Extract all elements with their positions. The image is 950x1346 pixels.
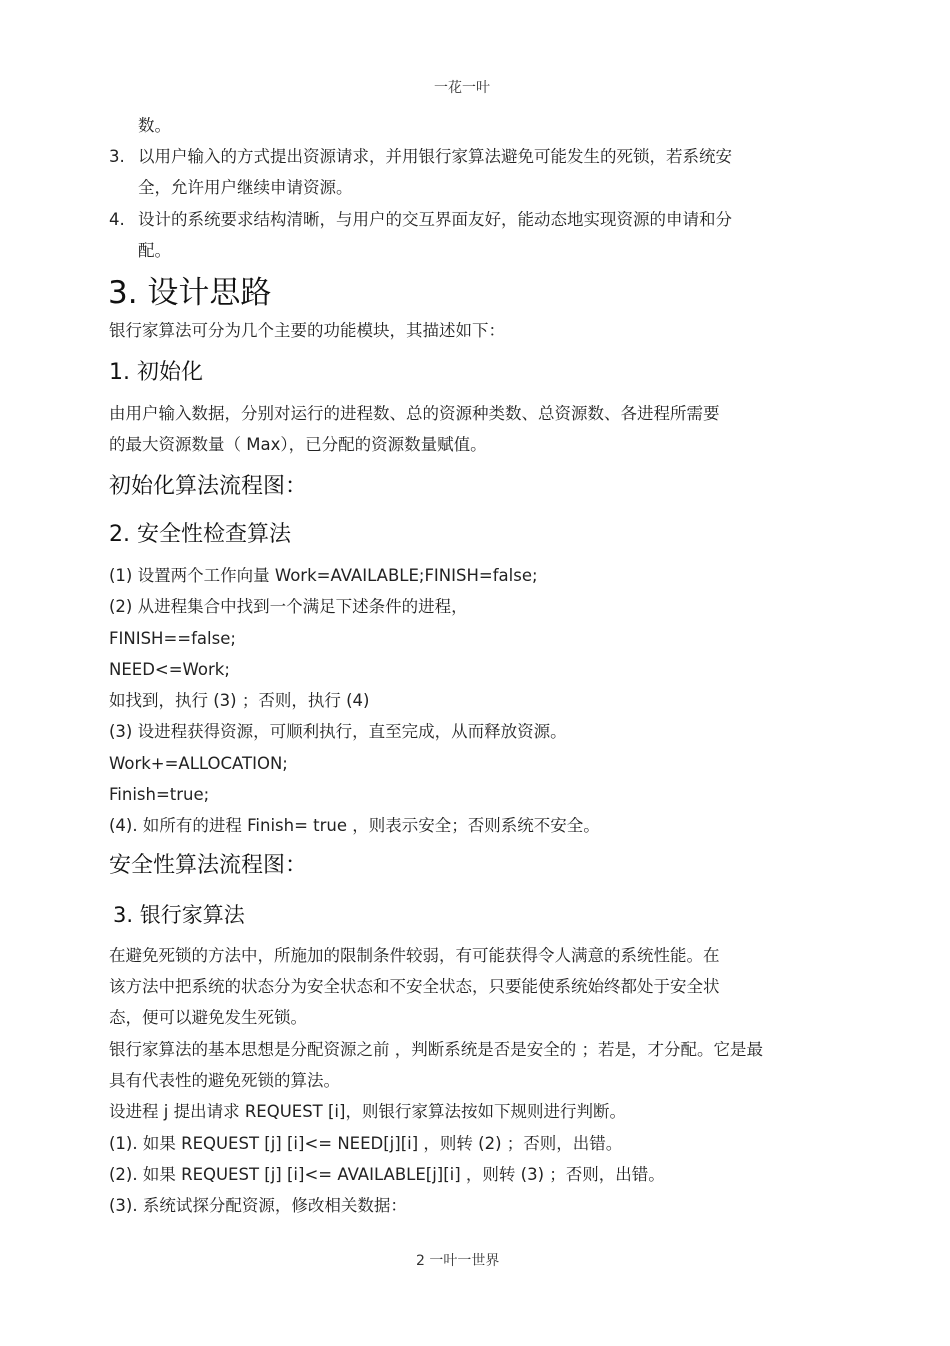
safety-line5: 如找到，执行 (3) ；否则，执行 (4)	[109, 691, 370, 710]
banker-rule3: (3). 系统试探分配资源，修改相关数据：	[109, 1196, 407, 1215]
safety-line3: FINISH==false;	[109, 629, 236, 648]
safety-line9: (4). 如所有的进程 Finish= true ，则表示安全；否则系统不安全。	[109, 816, 600, 835]
init-paragraph-line2: 的最大资源数量（ Max），已分配的资源数量赋值。	[109, 435, 487, 454]
list-item-3-line1: 以用户输入的方式提出资源请求，并用银行家算法避免可能发生的死锁，若系统安	[138, 147, 732, 166]
page-footer: 2 一叶一世界	[416, 1253, 500, 1269]
list-item-4-line1: 设计的系统要求结构清晰，与用户的交互界面友好，能动态地实现资源的申请和分	[138, 210, 732, 229]
banker-paragraph-line6: 设进程 j 提出请求 REQUEST [i]，则银行家算法按如下规则进行判断。	[109, 1102, 626, 1121]
safety-line8: Finish=true;	[109, 785, 210, 804]
init-flowchart-label: 初始化算法流程图：	[109, 474, 308, 499]
subheading-safety: 2. 安全性检查算法	[109, 522, 291, 547]
subheading-init: 1. 初始化	[109, 360, 203, 385]
banker-paragraph-line5: 具有代表性的避免死锁的算法。	[109, 1071, 340, 1090]
safety-line1: (1) 设置两个工作向量 Work=AVAILABLE;FINISH=false;	[109, 566, 538, 585]
init-paragraph-line1: 由用户输入数据，分别对运行的进程数、总的资源种类数、总资源数、各进程所需要	[109, 404, 720, 423]
safety-line2: (2) 从进程集合中找到一个满足下述条件的进程，	[109, 597, 468, 616]
list-number-4: 4.	[109, 210, 125, 229]
banker-paragraph-line3: 态，便可以避免发生死锁。	[109, 1008, 307, 1027]
section-heading-design: 3. 设计思路	[108, 275, 272, 311]
list-item-2-continuation: 数。	[138, 116, 171, 135]
subheading-banker: 3. 银行家算法	[113, 903, 245, 927]
banker-rule2: (2). 如果 REQUEST [j] [i]<= AVAILABLE[j][i] ，则转 (3) ；否则，出错。	[109, 1165, 665, 1184]
safety-line4: NEED<=Work;	[109, 660, 230, 679]
banker-rule1: (1). 如果 REQUEST [j] [i]<= NEED[j][i] ，则转 (2) ；否则，出错。	[109, 1134, 623, 1153]
banker-paragraph-line2: 该方法中把系统的状态分为安全状态和不安全状态，只要能使系统始终都处于安全状	[109, 977, 720, 996]
page-header: 一花一叶	[434, 80, 490, 96]
safety-line7: Work+=ALLOCATION;	[109, 754, 288, 773]
banker-paragraph-line4: 银行家算法的基本思想是分配资源之前 ，判断系统是否是安全的 ；若是，才分配。它是最	[109, 1040, 763, 1059]
safety-flowchart-label: 安全性算法流程图：	[109, 853, 308, 878]
list-item-4-line2: 配。	[138, 241, 171, 260]
list-number-3: 3.	[109, 147, 125, 166]
banker-paragraph-line1: 在避免死锁的方法中，所施加的限制条件较弱，有可能获得令人满意的系统性能。在	[109, 946, 720, 965]
section-intro: 银行家算法可分为几个主要的功能模块，其描述如下：	[109, 321, 505, 340]
safety-line6: (3) 设进程获得资源，可顺利执行，直至完成，从而释放资源。	[109, 722, 567, 741]
list-item-3-line2: 全，允许用户继续申请资源。	[138, 178, 353, 197]
